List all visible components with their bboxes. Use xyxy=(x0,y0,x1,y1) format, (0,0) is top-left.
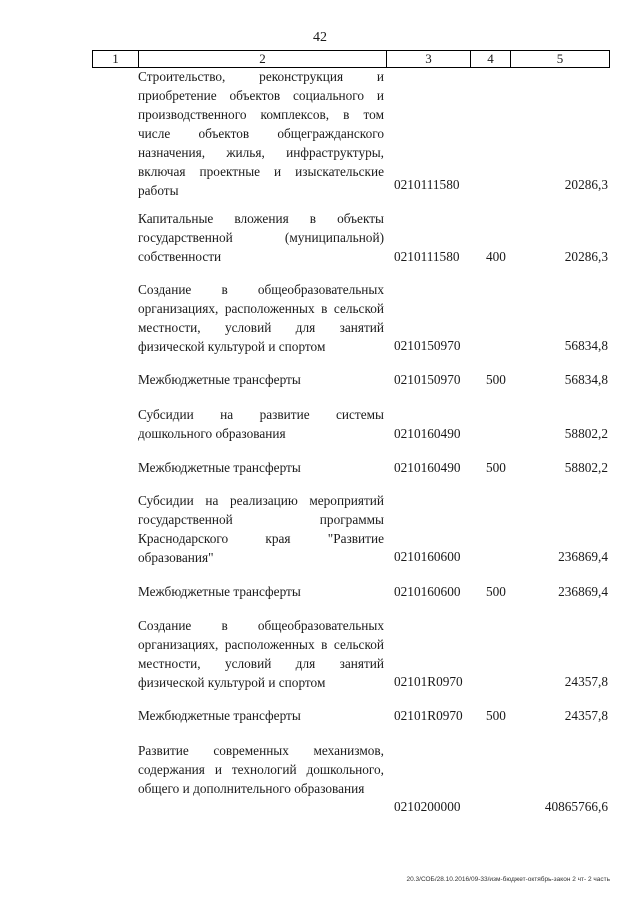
column-header-3: 3 xyxy=(386,51,470,67)
row-code: 0210111580 xyxy=(394,249,460,264)
row-description: Межбюджетные трансферты xyxy=(138,584,301,599)
row-description: Субсидии на развитие системы дошкольного образования xyxy=(138,407,384,441)
row-code: 0210150970 xyxy=(394,372,461,387)
row-description: Межбюджетные трансферты xyxy=(138,460,301,475)
row-vr: 400 xyxy=(486,249,506,264)
row-code: 0210160490 xyxy=(394,426,461,441)
row-code: 0210150970 xyxy=(394,338,461,353)
row-code: 02101R0970 xyxy=(394,708,463,723)
row-description: Развитие современных механизмов, содержания и технологий дошкольного, общего и дополнительного образования xyxy=(138,743,384,796)
row-description: Субсидии на реализацию мероприятий государственной программы Краснодарского края "Развитие образования" xyxy=(138,493,384,565)
row-vr: 500 xyxy=(486,460,506,475)
row-amount: 58802,2 xyxy=(564,460,608,475)
table-header xyxy=(92,50,610,68)
row-amount: 58802,2 xyxy=(564,426,608,441)
row-code: 0210111580 xyxy=(394,177,460,192)
row-vr: 500 xyxy=(486,584,506,599)
row-amount: 236869,4 xyxy=(558,549,608,564)
row-vr: 500 xyxy=(486,708,506,723)
row-amount: 24357,8 xyxy=(564,674,608,689)
row-amount: 20286,3 xyxy=(564,177,608,192)
row-code: 0210160600 xyxy=(394,584,461,599)
row-code: 02101R0970 xyxy=(394,674,463,689)
column-header-4: 4 xyxy=(470,51,510,67)
page-number: 42 xyxy=(313,30,327,45)
row-description: Межбюджетные трансферты xyxy=(138,372,301,387)
row-amount: 56834,8 xyxy=(564,338,608,353)
row-amount: 40865766,6 xyxy=(544,799,608,814)
row-description: Межбюджетные трансферты xyxy=(138,708,301,723)
row-amount: 24357,8 xyxy=(564,708,608,723)
row-description: Создание в общеобразовательных организациях, расположенных в сельской местности, условий для занятий физической культурой и спортом xyxy=(138,282,384,354)
column-header-1: 1 xyxy=(92,51,138,67)
column-header-2: 2 xyxy=(138,51,386,67)
row-description: Капитальные вложения в объекты государственной (муниципальной) собственности xyxy=(138,211,384,264)
row-amount: 236869,4 xyxy=(558,584,608,599)
row-amount: 20286,3 xyxy=(564,249,608,264)
row-description: Создание в общеобразовательных организациях, расположенных в сельской местности, условий для занятий физической культурой и спортом xyxy=(138,618,384,690)
row-vr: 500 xyxy=(486,372,506,387)
row-code: 0210200000 xyxy=(394,799,461,814)
footer-file-path: 20.3/СОБ/28.10.2016/09-33/изм-бюджет-октябрь-закон 2 чт- 2 часть xyxy=(406,876,610,883)
row-code: 0210160600 xyxy=(394,549,461,564)
row-description: Строительство, реконструкция и приобретение объектов социального и производственного комплексов, в том числе объектов общегражданского назначения, жилья, инфраструктуры, включая проектные и изыскательские работы xyxy=(138,69,384,198)
column-header-5: 5 xyxy=(510,51,610,67)
row-amount: 56834,8 xyxy=(564,372,608,387)
row-code: 0210160490 xyxy=(394,460,461,475)
